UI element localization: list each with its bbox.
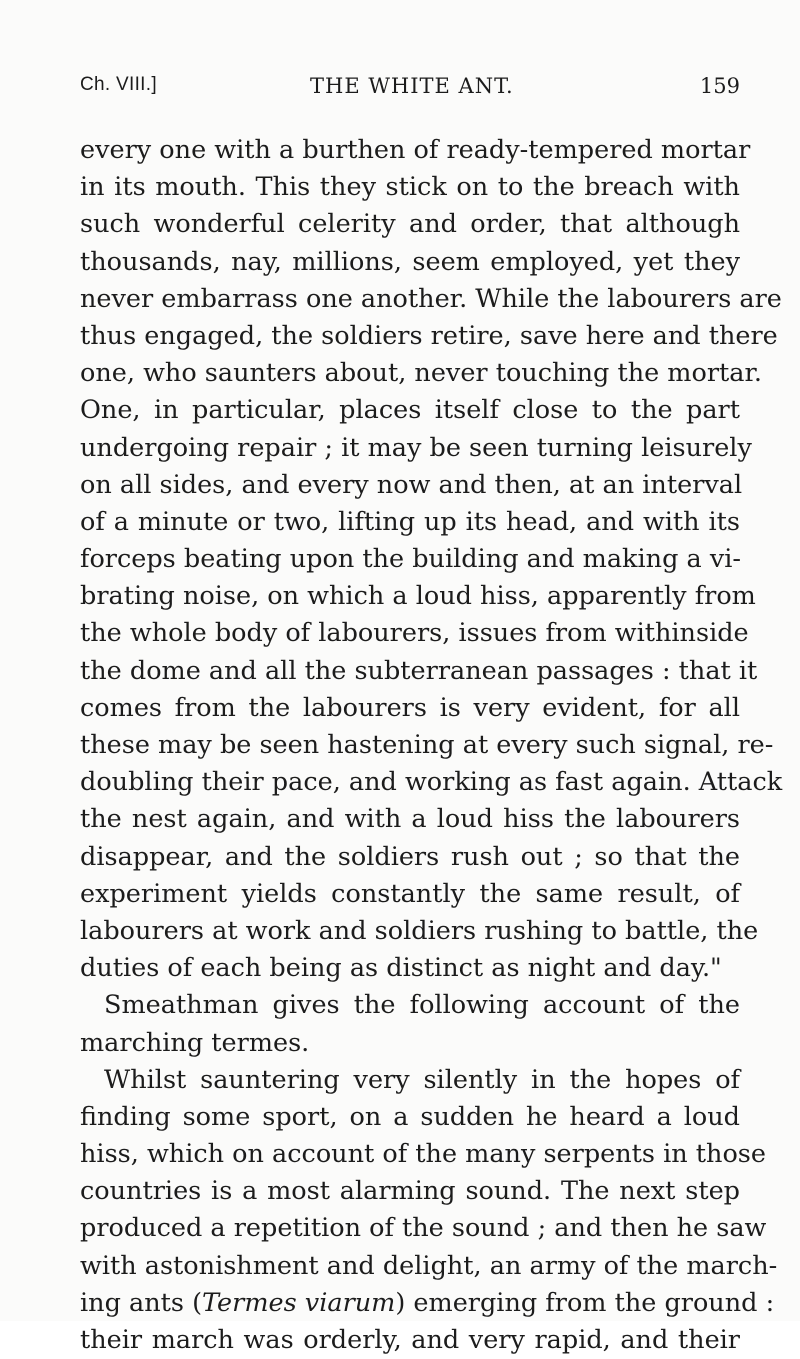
- text-line: these may be seen hastening at every such signal, re-: [80, 730, 774, 760]
- text-line: undergoing repair ; it may be seen turning leisurely: [80, 432, 752, 463]
- text-line: disappear, and the soldiers rush out ; so that the: [80, 841, 740, 872]
- running-title: THE WHITE ANT.: [310, 74, 514, 98]
- text-line: of a minute or two, lifting up its head, and with its: [80, 506, 740, 537]
- text-line: experiment yields constantly the same result, of: [80, 878, 740, 909]
- text-line: countries is a most alarming sound. The next step: [80, 1176, 740, 1207]
- chapter-label: Ch. VIII.]: [80, 74, 157, 95]
- text-line: marching termes.: [80, 1027, 310, 1058]
- text-line: produced a repetition of the sound ; and then he saw: [80, 1213, 767, 1244]
- text-line: such wonderful celerity and order, that although: [80, 209, 740, 240]
- text-line: comes from the labourers is very evident, for all: [80, 692, 740, 723]
- text-line: Whilst sauntering very silently in the hopes of: [104, 1064, 740, 1095]
- text-line: forceps beating upon the building and making a vi-: [80, 544, 742, 575]
- text-line: hiss, which on account of the many serpents in those: [80, 1139, 766, 1170]
- text-line: labourers at work and soldiers rushing to battle, the: [80, 915, 759, 946]
- text-line: ing ants (Termes viarum) emerging from the ground :: [80, 1287, 775, 1318]
- species-name: Termes viarum: [202, 1287, 396, 1318]
- body-text: [80, 132, 783, 1359]
- running-head: [80, 74, 740, 104]
- text-line: in its mouth. This they stick on to the breach with: [80, 172, 740, 203]
- text-line: one, who saunters about, never touching the mortar.: [80, 358, 762, 389]
- text-line: every one with a burthen of ready-tempered mortar: [80, 135, 751, 165]
- page-number: 159: [699, 74, 740, 98]
- text-line: the whole body of labourers, issues from withinside: [80, 618, 749, 649]
- text-line: the nest again, and with a loud hiss the labourers: [80, 804, 740, 835]
- text-line: thousands, nay, millions, seem employed, yet they: [80, 246, 740, 277]
- text-line: One, in particular, places itself close to the part: [80, 395, 740, 426]
- text-line: thus engaged, the soldiers retire, save here and there: [80, 320, 778, 351]
- text-line: finding some sport, on a sudden he heard a loud: [80, 1101, 740, 1132]
- text-line: never embarrass one another. While the labourers are: [80, 283, 782, 314]
- text-line: brating noise, on which a loud hiss, apparently from: [80, 581, 756, 612]
- text-line: doubling their pace, and working as fast again. Attack: [80, 767, 783, 798]
- text-line: their march was orderly, and very rapid, and their: [80, 1325, 740, 1355]
- text-line: with astonishment and delight, an army of the march-: [80, 1250, 778, 1281]
- text-line: Smeathman gives the following account of the: [104, 990, 740, 1021]
- text-line: duties of each being as distinct as night and day.": [80, 953, 722, 984]
- text-line: the dome and all the subterranean passages : that it: [80, 655, 758, 686]
- text-line: on all sides, and every now and then, at an interval: [80, 469, 743, 500]
